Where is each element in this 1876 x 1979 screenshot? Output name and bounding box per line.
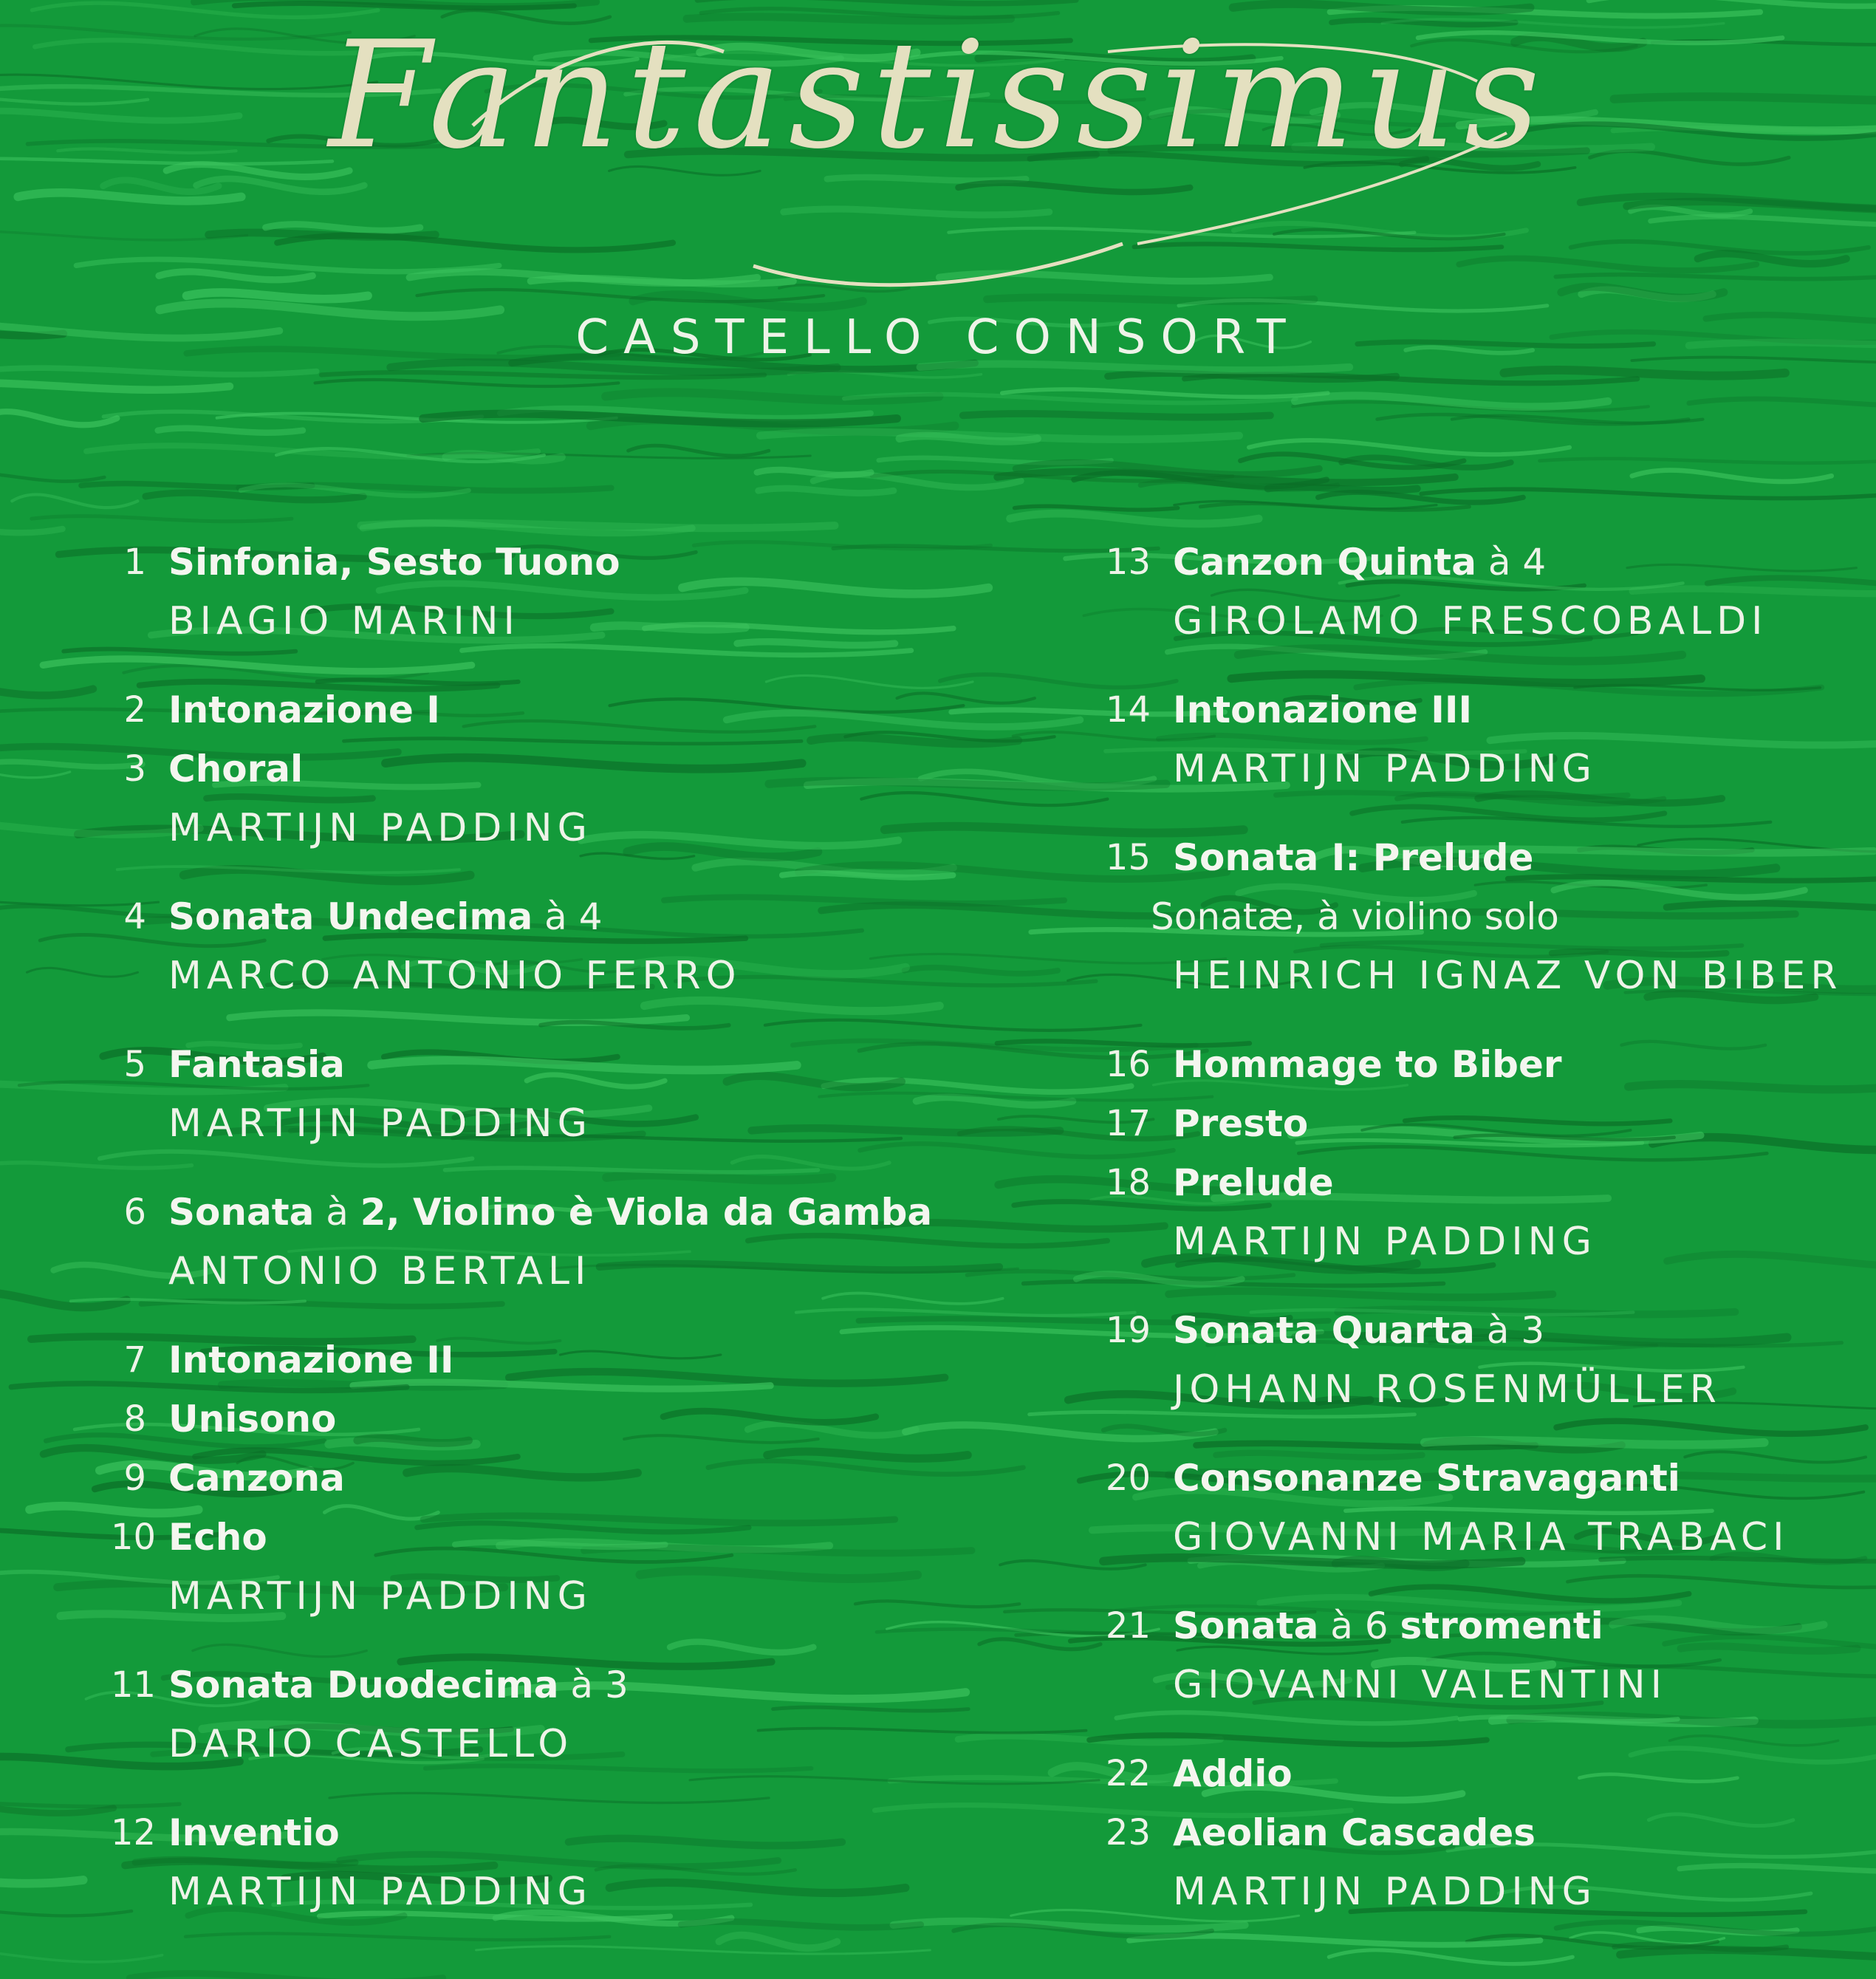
track-number: 7 [123,1339,146,1381]
track-group [1071,1449,1872,1567]
composer-line [1071,1655,1872,1715]
composer-name: JOHANN ROSENMÜLLER [1173,1367,1722,1412]
track-number: 19 [1105,1310,1151,1351]
track-title: Sonata Undecima [168,895,533,938]
track-number: 5 [123,1044,146,1085]
track-group [111,1035,997,1153]
track-line [111,680,997,739]
track-line [1071,1153,1872,1212]
track-scoring: à 3 [1474,1309,1545,1352]
composer-line [1071,1212,1872,1271]
composer-line [111,946,997,1005]
track-number: 12 [111,1812,157,1853]
track-number: 2 [123,689,146,731]
track-title: Intonazione III [1173,688,1473,731]
track-title: Sonata I: Prelude [1173,836,1534,879]
track-number: 16 [1105,1044,1151,1085]
track-title: Consonanze Stravaganti [1173,1457,1680,1500]
work-subtitle: Sonatæ, à violino solo [1151,895,1559,938]
composer-line [111,1567,997,1626]
composer-line [111,592,997,651]
track-group [1071,680,1872,799]
track-line [1071,1094,1872,1153]
track-group [1071,1596,1872,1715]
track-number: 14 [1105,689,1151,731]
track-group [111,680,997,858]
album-title: Fantastissimus [328,10,1548,182]
track-title: Echo [168,1516,267,1559]
composer-line [111,1094,997,1153]
composer-line [1071,592,1872,651]
track-group [111,1330,997,1626]
tracklist-right-column [1071,533,1872,1951]
composer-name: GIROLAMO FRESCOBALDI [1173,599,1768,643]
track-number: 17 [1105,1103,1151,1144]
composer-name: GIOVANNI VALENTINI [1173,1663,1668,1707]
composer-name: MARTIJN PADDING [1173,1220,1597,1264]
track-group [1071,1035,1872,1271]
track-title: Intonazione I [168,688,440,731]
track-title: Sonata [1173,1604,1319,1647]
track-group [111,887,997,1005]
track-title: Sonata Quarta [1173,1309,1475,1352]
composer-name: MARTIJN PADDING [168,1870,592,1914]
track-number: 1 [123,541,146,583]
track-line [1071,1301,1872,1360]
track-line [1071,1449,1872,1508]
composer-name: MARTIJN PADDING [168,806,592,850]
composer-name: MARCO ANTONIO FERRO [168,954,742,998]
track-title: Sonata [168,1191,315,1234]
track-number: 9 [123,1457,146,1499]
track-title: Unisono [168,1398,337,1440]
track-line [111,887,997,946]
composer-line [1071,1862,1872,1921]
track-number: 15 [1105,837,1151,878]
track-number: 21 [1105,1605,1151,1647]
track-line [111,1183,997,1242]
track-group [111,533,997,651]
track-scoring: à [314,1191,360,1234]
track-line [111,1803,997,1862]
composer-name: ANTONIO BERTALI [168,1249,592,1293]
track-number: 11 [111,1664,157,1706]
track-number: 6 [123,1192,146,1233]
track-line [1071,1803,1872,1862]
track-title-continued: stromenti [1400,1604,1603,1647]
track-line [111,1035,997,1094]
track-title: Prelude [1173,1161,1334,1204]
track-number: 22 [1105,1753,1151,1794]
track-scoring: à 4 [1476,541,1547,584]
composer-name: MARTIJN PADDING [168,1574,592,1619]
track-group [1071,1744,1872,1921]
composer-line [1071,1508,1872,1567]
track-group [111,1655,997,1774]
composer-name: GIOVANNI MARIA TRABACI [1173,1515,1790,1559]
track-number: 8 [123,1398,146,1440]
track-title: Canzon Quinta [1173,541,1476,584]
track-line [1071,680,1872,739]
track-line [111,1390,997,1449]
track-title: Addio [1173,1752,1293,1795]
track-title: Sinfonia, Sesto Tuono [168,541,620,584]
track-scoring: à 3 [558,1664,629,1706]
composer-name: HEINRICH IGNAZ VON BIBER [1173,954,1843,998]
track-number: 10 [111,1517,157,1558]
composer-name: MARTIJN PADDING [1173,747,1597,791]
composer-line [1071,739,1872,799]
track-line [1071,1596,1872,1655]
track-title: Fantasia [168,1043,345,1086]
track-line [111,1508,997,1567]
tracklist-left-column [111,533,997,1951]
track-title: Canzona [168,1457,345,1500]
composer-line [111,1715,997,1774]
track-title: Hommage to Biber [1173,1043,1562,1086]
track-number: 20 [1105,1457,1151,1499]
track-line [1071,828,1872,887]
track-group [1071,1301,1872,1419]
track-title: Inventio [168,1811,340,1854]
ensemble-name: CASTELLO CONSORT [575,310,1301,365]
track-title: Aeolian Cascades [1173,1811,1536,1854]
track-number: 18 [1105,1162,1151,1203]
track-line [111,739,997,799]
track-group [111,1183,997,1301]
composer-line [1071,1360,1872,1419]
track-scoring: à 4 [533,895,603,938]
composer-line [111,799,997,858]
track-title: Choral [168,748,304,790]
track-title: Intonazione II [168,1339,454,1381]
track-line [1071,1035,1872,1094]
track-line [111,1655,997,1715]
track-number: 3 [123,748,146,790]
composer-name: DARIO CASTELLO [168,1722,574,1766]
track-number: 13 [1105,541,1151,583]
track-scoring: à 6 [1318,1604,1400,1647]
track-title-continued: 2, Violino è Viola da Gamba [360,1191,933,1234]
track-line [1071,533,1872,592]
track-number: 23 [1105,1812,1151,1853]
composer-name: MARTIJN PADDING [1173,1870,1597,1914]
title-flourish [0,0,1876,310]
composer-line [1071,946,1872,1005]
track-title: Sonata Duodecima [168,1664,559,1706]
track-line [111,1449,997,1508]
composer-name: BIAGIO MARINI [168,599,520,643]
composer-line [111,1862,997,1921]
composer-name: MARTIJN PADDING [168,1101,592,1146]
track-line [111,1330,997,1390]
track-line [1071,1744,1872,1803]
composer-line [111,1242,997,1301]
track-group [1071,533,1872,651]
track-group [111,1803,997,1921]
track-line [111,533,997,592]
track-number: 4 [123,896,146,937]
track-title: Presto [1173,1102,1309,1145]
track-group [1071,828,1872,1005]
